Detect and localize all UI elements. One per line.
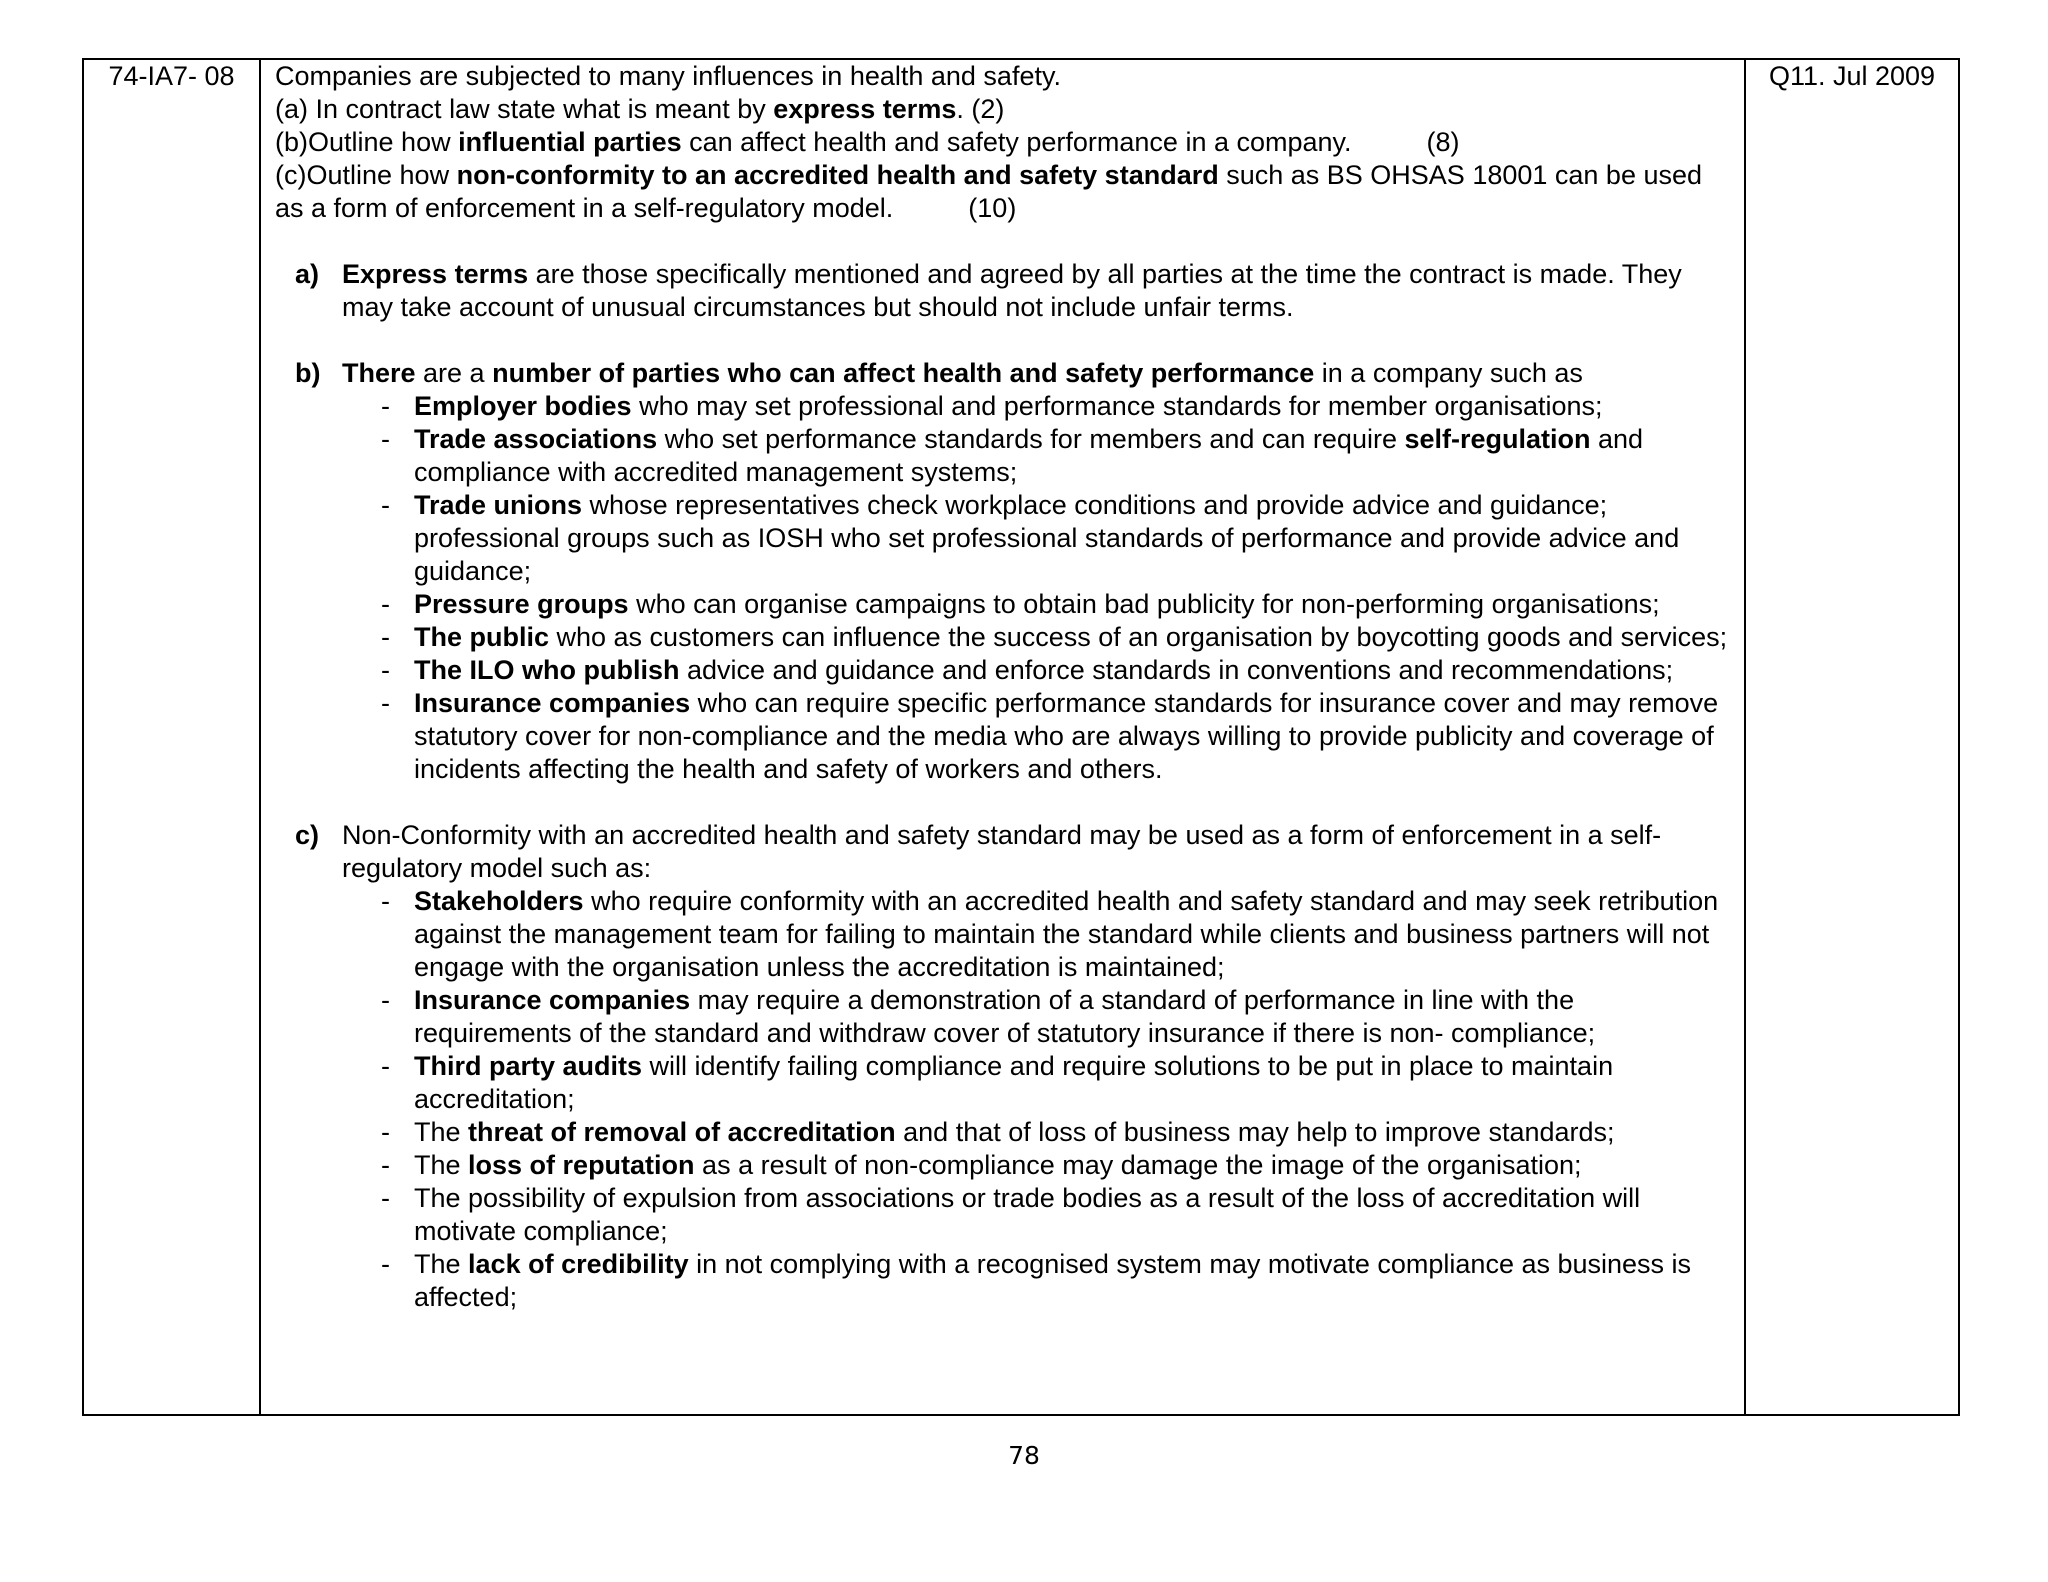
- answer-b-label: b): [295, 358, 321, 388]
- answer-c: [275, 819, 1736, 1314]
- list-item: - The public who as customers can influence the success of an organisation by boycotting goods and services;: [381, 622, 1728, 652]
- question-part-a: (a) In contract law state what is meant by express terms. (2): [275, 94, 1005, 124]
- question-row: [83, 59, 1959, 1415]
- list-item: - The possibility of expulsion from associations or trade bodies as a result of the loss of accreditation will motivate compliance;: [381, 1183, 1641, 1246]
- question-reference: Q11. Jul 2009: [1745, 59, 1959, 1415]
- question-code: 74-IA7- 08: [83, 59, 260, 1415]
- answer-b: [275, 357, 1736, 786]
- answer-c-intro: Non-Conformity with an accredited health and safety standard may be used as a form of enforcement in a self-regulatory model such as:: [342, 820, 1662, 883]
- answer-c-label: c): [295, 820, 320, 850]
- list-item: - Insurance companies who can require specific performance standards for insurance cover and may remove statutory cover for non-compliance and the media who are always willing to provide publicity and coverage of incidents affecting the health and safety of workers and others.: [381, 688, 1719, 784]
- answer-a-text: Express terms are those specifically mentioned and agreed by all parties at the time the contract is made. They may take account of unusual circumstances but should not include unfair terms.: [342, 259, 1682, 322]
- answer-a: [275, 258, 1736, 324]
- page-number: 78: [1008, 1441, 1040, 1470]
- answer-a-label: a): [295, 259, 320, 289]
- question-part-c: (c)Outline how non-conformity to an accredited health and safety standard such as BS OHSAS 18001 can be used as a form of enforcement in a self-regulatory model. (10): [275, 160, 1710, 223]
- list-item: - The lack of credibility in not complying with a recognised system may motivate compliance as business is affected;: [381, 1249, 1692, 1312]
- list-item: - Trade unions whose representatives check workplace conditions and provide advice and guidance; professional groups such as IOSH who set professional standards of performance and provide advice and guidance;: [381, 490, 1680, 586]
- answer-b-intro: There are a number of parties who can affect health and safety performance in a company such as: [342, 358, 1583, 388]
- list-item: - The loss of reputation as a result of non-compliance may damage the image of the organisation;: [381, 1150, 1582, 1180]
- list-item: - Pressure groups who can organise campaigns to obtain bad publicity for non-performing organisations;: [381, 589, 1660, 619]
- list-item: - The threat of removal of accreditation and that of loss of business may help to improve standards;: [381, 1117, 1615, 1147]
- question-text: [275, 60, 1736, 225]
- list-item: - Stakeholders who require conformity with an accredited health and safety standard and may seek retribution against the management team for failing to maintain the standard while clients and business partners will not engage with the organisation unless the accreditation is maintained;: [381, 886, 1719, 982]
- question-part-b: (b)Outline how influential parties can affect health and safety performance in a company. (8): [275, 127, 1460, 157]
- list-item: - Trade associations who set performance standards for members and can require self-regulation and compliance with accredited management systems;: [381, 424, 1644, 487]
- list-item: - The ILO who publish advice and guidance and enforce standards in conventions and recommendations;: [381, 655, 1674, 685]
- question-table: [82, 58, 1960, 1416]
- list-item: - Employer bodies who may set professional and performance standards for member organisations;: [381, 391, 1603, 421]
- list-item: - Insurance companies may require a demonstration of a standard of performance in line with the requirements of the standard and withdraw cover of statutory insurance if there is non- compliance;: [381, 985, 1596, 1048]
- question-body: [260, 59, 1745, 1415]
- question-intro: Companies are subjected to many influences in health and safety.: [275, 61, 1061, 91]
- list-item: - Third party audits will identify failing compliance and require solutions to be put in place to maintain accreditation;: [381, 1051, 1614, 1114]
